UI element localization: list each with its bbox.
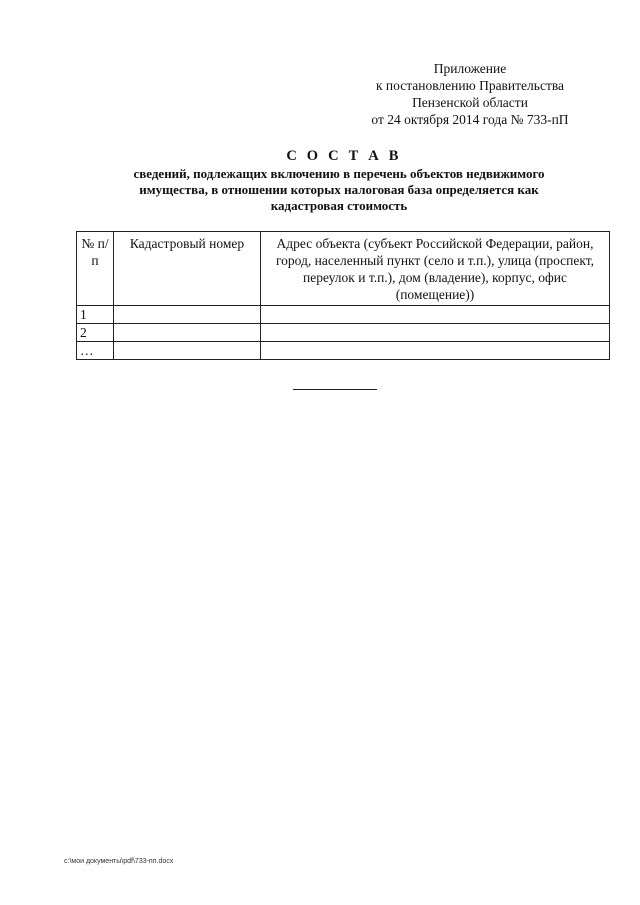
closing-rule bbox=[293, 389, 377, 390]
table-header-row bbox=[77, 232, 610, 306]
annex-date-line: от 24 октября 2014 года № 733-пП bbox=[371, 112, 569, 127]
row-number: 1 bbox=[77, 306, 114, 324]
annex-label: Приложение bbox=[433, 61, 507, 76]
header-object-address: Адрес объекта (субъект Российской Федерации, район, город, населенный пункт (село и т.п.), улица (проспект, переулок и т.п.), дом (владение), корпус, офис (помещение)) bbox=[261, 232, 610, 306]
annex-reference bbox=[345, 60, 595, 128]
annex-decree-line: к постановлению Правительства bbox=[375, 78, 565, 93]
table-row bbox=[77, 342, 610, 360]
row-number: … bbox=[77, 342, 114, 360]
address-cell bbox=[261, 342, 610, 360]
property-list-table bbox=[76, 231, 610, 360]
title-heading: С О С Т А В bbox=[286, 148, 402, 164]
file-path-footer: c:\мои документы\pdf\733-пп.docx bbox=[64, 858, 174, 865]
cadastral-number-cell bbox=[114, 342, 261, 360]
annex-region-line: Пензенской области bbox=[412, 95, 528, 110]
address-cell bbox=[261, 306, 610, 324]
cadastral-number-cell bbox=[114, 324, 261, 342]
document-title bbox=[0, 147, 640, 214]
title-subtitle: сведений, подлежащих включению в перечень объектов недвижимого имущества, в отношении которых налоговая база определяется как кадастровая стоимость bbox=[133, 166, 545, 213]
table-row bbox=[77, 324, 610, 342]
row-number: 2 bbox=[77, 324, 114, 342]
table-row bbox=[77, 306, 610, 324]
header-cadastral-number: Кадастровый номер bbox=[114, 232, 261, 306]
address-cell bbox=[261, 324, 610, 342]
cadastral-number-cell bbox=[114, 306, 261, 324]
header-number: № п/п bbox=[77, 232, 114, 306]
